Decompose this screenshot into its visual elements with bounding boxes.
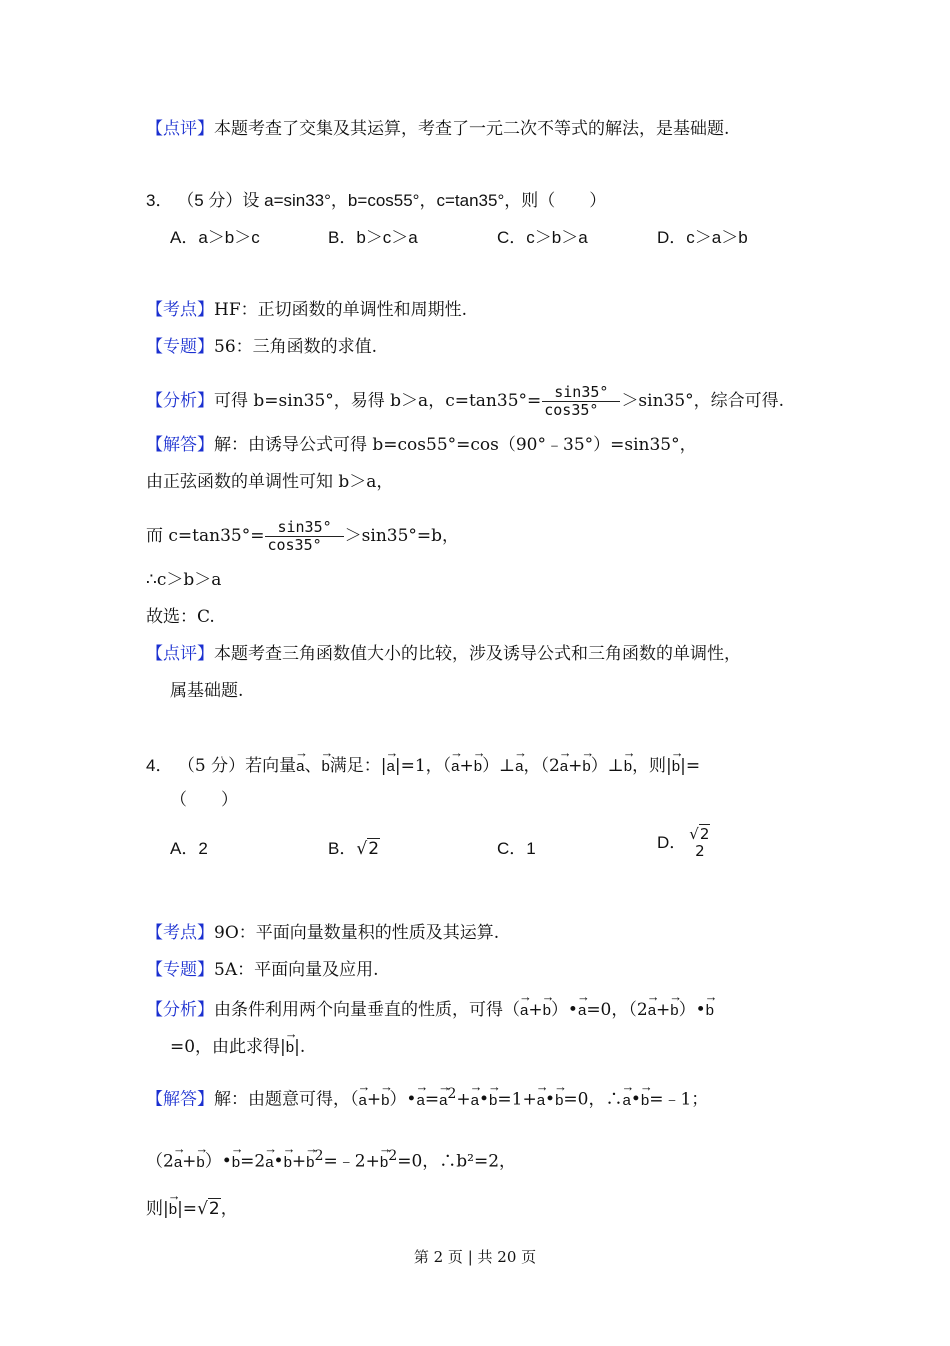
option-a: A．2 [170,839,208,858]
q4-jieda-line2: （2→ a+→ b）•→ b=2→ a•→ $b+\to b^2=﹣2+\to b^2=0$，∴b²=2， [146,1145,516,1174]
q3-jieda-line1: 【解答】解：由诱导公式可得 b=cos55°=cos（90°﹣35°）=sin35°， [146,435,697,455]
question-text: 设 a=sin33°，b=cos55°，c=tan35°，则（ ） [242,191,607,210]
review-text: 本题考查了交集及其运算，考查了一元二次不等式的解法，是基础题. [214,119,730,139]
q3-jieda-line4: ∴c＞b＞a [146,570,222,590]
q3-kaodian [146,299,467,321]
question-number: 3． [146,191,173,210]
q4-stem: 4． （5 分）若向量→ a、→ b满足：|→ a|=1，（→ a+→ b）⊥→ a，（2→ a+→ b）⊥→ b，则|→ b|= [146,752,700,778]
sqrt-symbol: √2 [356,839,380,859]
option-d: D．c＞a＞b [657,228,748,247]
q4-jieda-line1: 【解答】解：由题意可得，（→ a+→ b）•→ $a=\to a^2+\to$ a•→ b=1+→ a•→ b=0，∴→ a•→ b=﹣1； [146,1083,708,1112]
q4-jieda-line3: 则|→ b|=√2， [146,1195,238,1221]
jieda-tag: 【解答】 [146,435,214,455]
question-number: 4． [146,756,173,775]
option-d: D． √2 2 [657,825,710,860]
review-tag: 【点评】 [146,119,214,139]
option-a: A．a＞b＞c [170,228,260,247]
q4-fenxi: 【分析】由条件利用两个向量垂直的性质，可得（→ a+→ b）•→ a=0，（2→ a+→ b）•→ b [146,996,714,1022]
q3-jieda-line2: 由正弦函数的单调性可知 b＞a， [146,472,394,492]
q3-fenxi: 【分析】可得 b=sin35°，易得 b＞a，c=tan35°= $\frac{\sin 35^\circ}{\cos 35^\circ}$ ＞sin35°，综合可得. [146,383,785,419]
dianping-tag: 【点评】 [146,644,214,664]
sqrt-symbol: √2 [197,1199,220,1219]
page-footer: 第 2 页 | 共 20 页 [413,1248,537,1266]
vector-b: → b [321,752,329,778]
q3-stem [146,190,606,212]
option-c: C．1 [497,839,536,858]
q4-blank: （ ） [170,790,238,810]
q4-kaodian: 【考点】9O：平面向量数量积的性质及其运算. [146,923,500,943]
option-b: B．b＞c＞a [328,228,418,247]
q3-jieda-line3: 而 c=tan35°= $\frac{\sin 35^\circ}{\cos 35^\circ}$ ＞sin35°=b， [146,518,460,554]
q4-fenxi-cont: =0，由此求得|→ b|. [170,1033,305,1059]
zhuanti-tag: 【专题】 [146,337,214,357]
q3-dianping: 【点评】本题考查三角函数值大小的比较，涉及诱导公式和三角函数的单调性， [146,644,741,664]
q3-zhuanti [146,336,377,358]
zhuanti-text: 56：三角函数的求值. [214,337,378,357]
option-b: B．√2 [328,839,380,859]
kaodian-text: HF：正切函数的单调性和周期性. [214,300,468,320]
fraction: $\frac{\sin 35^\circ}{\cos 35^\circ}$ [265,519,343,554]
q2-review [146,118,729,140]
question-score: （5 分） [177,191,243,210]
option-c: C．c＞b＞a [497,228,588,247]
fraction: $\frac{\sin 35^\circ}{\cos 35^\circ}$ [542,384,620,419]
fenxi-tag: 【分析】 [146,391,214,411]
q4-zhuanti: 【专题】5A：平面向量及应用. [146,960,379,980]
q3-dianping-cont: 属基础题. [170,681,244,701]
question-score: （5 分） [177,756,246,776]
vector-a: → a [296,752,304,778]
kaodian-tag: 【考点】 [146,300,214,320]
q3-jieda-line5: 故选：C. [146,607,215,627]
